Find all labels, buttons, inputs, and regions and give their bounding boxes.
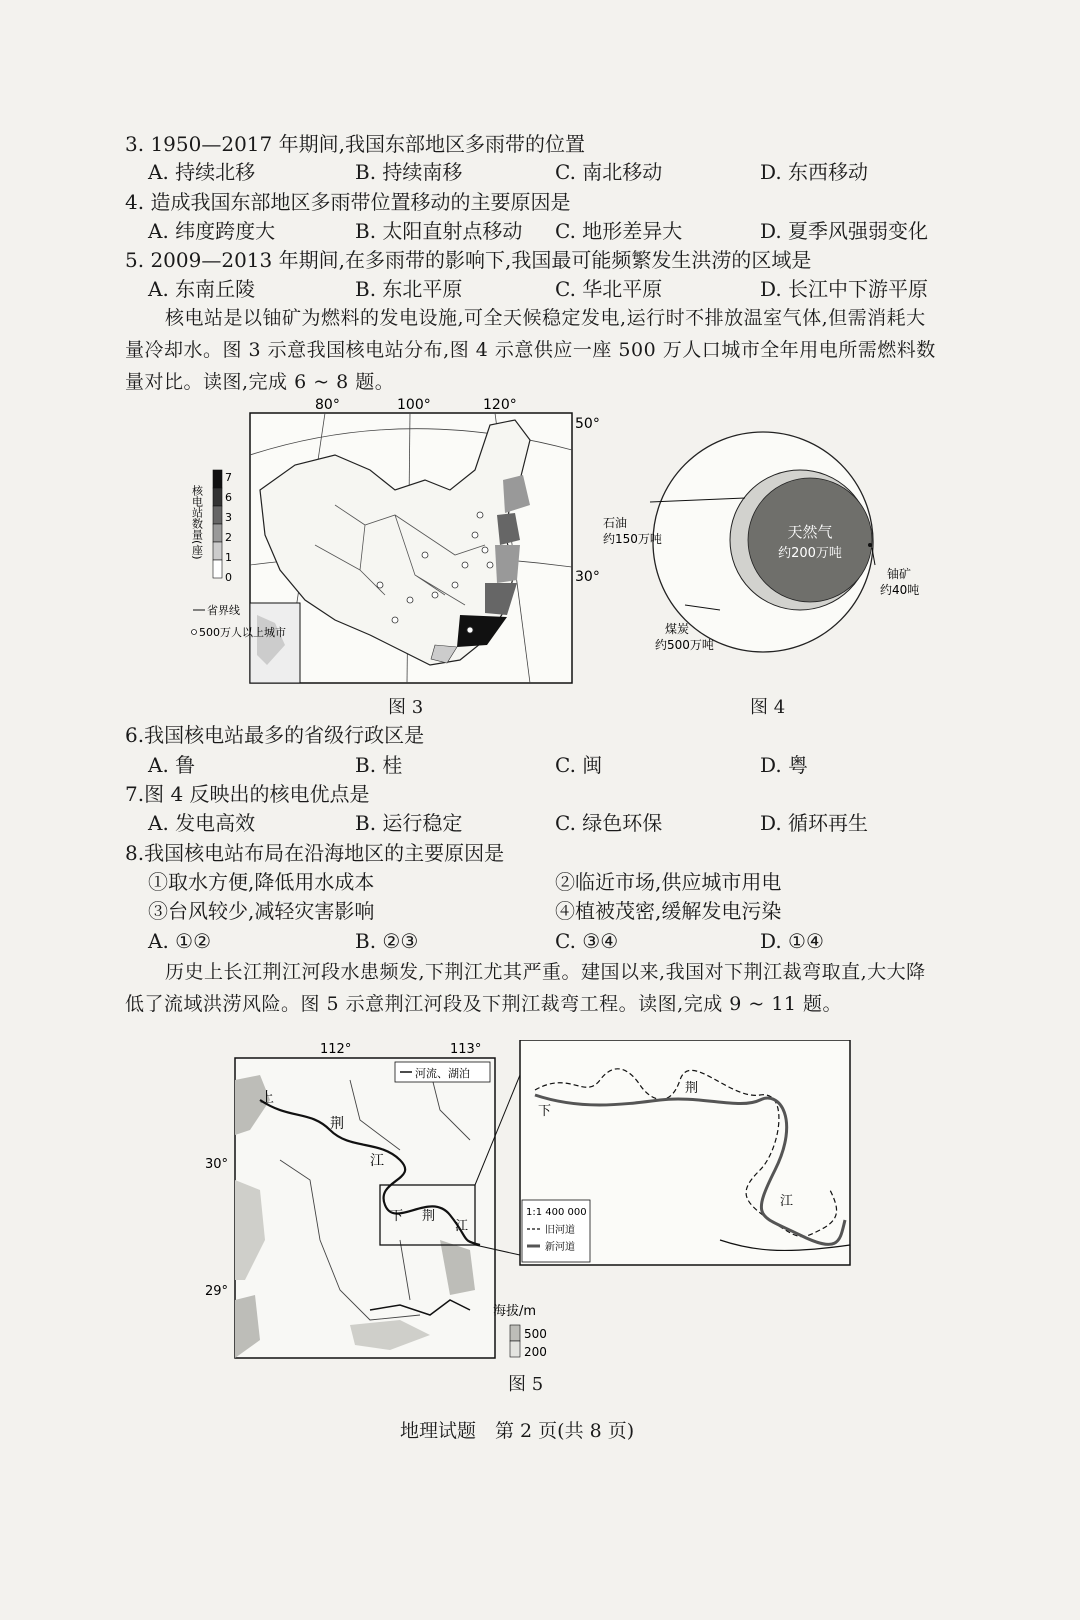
- passage-jingjiang: 历史上长江荆江河段水患频发,下荆江尤其严重。建国以来,我国对下荆江裁弯取直,大大降低了流域洪涝风险。图 5 示意荆江河段及下荆江裁弯工程。读图,完成 9 ~ 11 题。: [125, 961, 926, 1015]
- fig5-new-channel: 新河道: [545, 1242, 575, 1253]
- q6-option-a[interactable]: A. 鲁: [148, 753, 196, 777]
- fig5-elev-title: 海拔/m: [493, 1304, 537, 1319]
- fig5-legend-river: 河流、湖泊: [415, 1067, 470, 1080]
- q8-statement-1: ①取水方便,降低用水成本: [148, 870, 375, 894]
- fig5-caption: 图 5: [508, 1374, 544, 1395]
- q7-option-c[interactable]: C. 绿色环保: [555, 811, 663, 835]
- fig5-inset-xia: 下: [538, 1104, 552, 1119]
- uranium-dot: [868, 543, 872, 547]
- fig3-legend-0: 0: [225, 571, 232, 584]
- q5-option-d[interactable]: D. 长江中下游平原: [760, 277, 929, 301]
- fig5-lon-112: 112°: [320, 1042, 352, 1057]
- fig3-caption: 图 3: [388, 697, 424, 718]
- fig5-label-shang: 上: [260, 1090, 274, 1106]
- fig5-old-channel: 旧河道: [545, 1225, 575, 1236]
- fig5-label-jing-upper: 荆: [330, 1116, 344, 1132]
- fig3-legend-city: 500万人以上城市: [199, 626, 286, 639]
- q7-option-b[interactable]: B. 运行稳定: [355, 811, 463, 835]
- figure-5-map: [200, 1040, 860, 1370]
- oil-label: 石油: [603, 516, 628, 530]
- fig5-scale: 1:1 400 000: [526, 1207, 587, 1218]
- q8-stem: 8.我国核电站布局在沿海地区的主要原因是: [125, 841, 505, 865]
- q8-statement-4: ④植被茂密,缓解发电污染: [555, 899, 782, 923]
- fig3-lon-120: 120°: [483, 397, 517, 413]
- q7-stem: 7.图 4 反映出的核电优点是: [125, 782, 370, 806]
- fig5-inset-jing: 荆: [685, 1081, 699, 1096]
- fig3-legend-7: 7: [225, 471, 232, 484]
- coal-amount: 约500万吨: [655, 638, 714, 652]
- fig3-lon-80: 80°: [315, 397, 340, 413]
- fig5-elev-200: 200: [524, 1345, 547, 1359]
- fig5-lon-113: 113°: [450, 1042, 482, 1057]
- page-footer: 地理试题 第 2 页(共 8 页): [400, 1420, 635, 1442]
- fig3-lon-100: 100°: [397, 397, 431, 413]
- fig5-elev-500: 500: [524, 1327, 547, 1341]
- q4-stem: 4. 造成我国东部地区多雨带位置移动的主要原因是: [125, 190, 571, 214]
- q5-option-b[interactable]: B. 东北平原: [355, 277, 463, 301]
- q8-option-b[interactable]: B. ②③: [355, 929, 419, 953]
- q4-option-c[interactable]: C. 地形差异大: [555, 219, 683, 243]
- passage-nuclear: 核电站是以铀矿为燃料的发电设施,可全天候稳定发电,运行时不排放温室气体,但需消耗大量冷却水。图 3 示意我国核电站分布,图 4 示意供应一座 500 万人口城市全年用电所需燃料数量对比。读图,完成 6 ~ 8 题。: [125, 307, 936, 393]
- q3-option-c[interactable]: C. 南北移动: [555, 160, 663, 184]
- q6-option-c[interactable]: C. 闽: [555, 753, 603, 777]
- q4-option-a[interactable]: A. 纬度跨度大: [148, 219, 276, 243]
- q5-stem: 5. 2009—2013 年期间,在多雨带的影响下,我国最可能频繁发生洪涝的区域是: [125, 248, 812, 272]
- fig4-caption: 图 4: [750, 697, 786, 718]
- fig5-lat-30: 30°: [205, 1157, 229, 1172]
- uranium-amount: 约40吨: [880, 583, 920, 597]
- fig5-main-frame: [235, 1058, 495, 1358]
- q8-statement-2: ②临近市场,供应城市用电: [555, 870, 782, 894]
- fig3-lat-30: 30°: [575, 569, 600, 585]
- fig5-label-xia-main: 下: [390, 1209, 404, 1224]
- q3-option-b[interactable]: B. 持续南移: [355, 160, 463, 184]
- fig3-lat-50: 50°: [575, 416, 600, 432]
- q8-option-a[interactable]: A. ①②: [148, 929, 212, 953]
- figure-3-map: [185, 395, 605, 715]
- fig5-label-jing-main: 荆: [422, 1209, 436, 1224]
- q3-option-a[interactable]: A. 持续北移: [148, 160, 256, 184]
- fig5-label-jiang-upper: 江: [370, 1153, 384, 1169]
- oil-amount: 约150万吨: [603, 532, 662, 546]
- q6-option-d[interactable]: D. 粤: [760, 753, 809, 777]
- q7-option-a[interactable]: A. 发电高效: [148, 811, 256, 835]
- q8-statement-3: ③台风较少,减轻灾害影响: [148, 899, 375, 923]
- fig3-legend-1: 1: [225, 551, 232, 564]
- coal-label: 煤炭: [665, 622, 690, 636]
- q8-option-c[interactable]: C. ③④: [555, 929, 619, 953]
- figure-4-diagram: [595, 430, 955, 680]
- q5-option-a[interactable]: A. 东南丘陵: [148, 277, 256, 301]
- fig3-legend-3: 3: [225, 511, 232, 524]
- fig5-label-jiang-main: 江: [455, 1219, 469, 1234]
- q7-option-d[interactable]: D. 循环再生: [760, 811, 869, 835]
- uranium-label: 铀矿: [887, 567, 912, 581]
- fig5-inset-jiang: 江: [780, 1194, 794, 1209]
- fig3-legend-6: 6: [225, 491, 232, 504]
- gas-amount: 约200万吨: [778, 546, 842, 561]
- fig5-lat-29: 29°: [205, 1284, 229, 1299]
- q3-stem: 3. 1950—2017 年期间,我国东部地区多雨带的位置: [125, 132, 585, 156]
- q6-stem: 6.我国核电站最多的省级行政区是: [125, 723, 425, 747]
- fig3-legend-boundary: 省界线: [207, 604, 240, 617]
- q6-option-b[interactable]: B. 桂: [355, 753, 403, 777]
- q5-option-c[interactable]: C. 华北平原: [555, 277, 663, 301]
- q4-option-b[interactable]: B. 太阳直射点移动: [355, 219, 523, 243]
- fig3-legend-2: 2: [225, 531, 232, 544]
- fig3-legend-title: 核电站数量(座): [190, 485, 204, 560]
- gas-label: 天然气: [787, 523, 833, 541]
- q3-option-d[interactable]: D. 东西移动: [760, 160, 869, 184]
- q8-option-d[interactable]: D. ①④: [760, 929, 824, 953]
- q4-option-d[interactable]: D. 夏季风强弱变化: [760, 219, 929, 243]
